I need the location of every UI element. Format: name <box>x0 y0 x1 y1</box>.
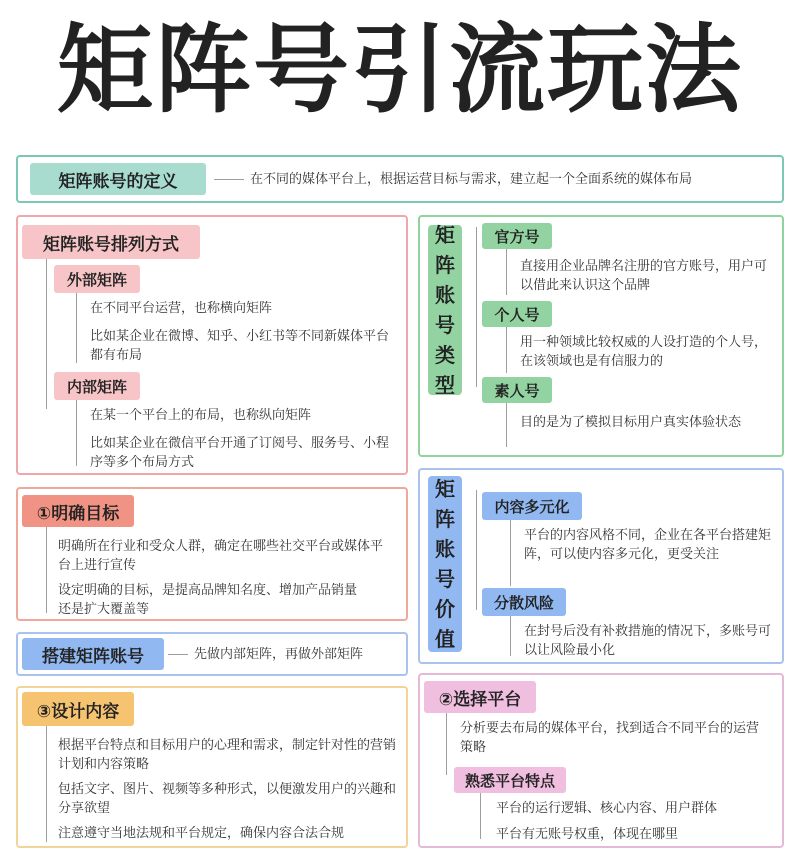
official-account-label: 官方号 <box>482 223 552 249</box>
familiar-branch-line <box>480 793 481 839</box>
design-item-1: 根据平台特点和目标用户的心理和需求，制定针对性的营销计划和内容策略 <box>58 738 397 772</box>
arrangement-branch-line <box>46 259 47 409</box>
internal-item-1: 在某一个平台上的布局，也称纵向矩阵 <box>90 408 312 423</box>
definition-label: 矩阵账号的定义 <box>30 163 206 195</box>
types-char-3: 账 <box>435 283 455 307</box>
internal-item-2: 比如某企业在微信平台开通了订阅号、服务号、小程序等多个布局方式 <box>90 436 390 470</box>
build-connector <box>168 654 188 655</box>
personal-branch-line <box>506 327 507 373</box>
types-char-4: 号 <box>435 313 455 337</box>
arrangement-panel <box>16 215 408 475</box>
design-item-3: 注意遵守当地法规和平台规定，确保内容合法合规 <box>58 826 345 841</box>
types-char-2: 阵 <box>435 253 455 277</box>
content-diversity-text: 平台的内容风格不同，企业在各平台搭建矩阵，可以使内容多元化，更受关注 <box>524 528 772 562</box>
risk-spread-text: 在封号后没有补救措施的情况下，多账号可以让风险最小化 <box>524 624 772 658</box>
internal-branch-line <box>76 400 77 466</box>
design-item-2: 包括文字、图片、视频等多种形式，以便激发用户的兴趣和分享欲望 <box>58 782 397 816</box>
value-char-3: 账 <box>435 537 455 561</box>
value-char-2: 阵 <box>435 507 455 531</box>
types-label <box>428 225 462 395</box>
types-char-6: 型 <box>435 373 455 397</box>
types-char-5: 类 <box>435 343 455 367</box>
build-panel <box>16 632 408 676</box>
familiar-item-2: 平台有无账号权重，体现在哪里 <box>496 827 679 842</box>
value-panel <box>418 468 784 664</box>
goal-branch-line <box>46 527 47 613</box>
design-label: ③设计内容 <box>22 692 134 726</box>
goal-panel <box>16 487 408 621</box>
goal-item-2: 设定明确的目标，是提高品牌知名度、增加产品销量还是扩大覆盖等 <box>58 583 358 617</box>
types-branch-line <box>476 227 477 387</box>
amateur-branch-line <box>506 403 507 447</box>
risk-spread-label: 分散风险 <box>482 588 566 616</box>
external-item-1: 在不同平台运营，也称横向矩阵 <box>90 301 273 316</box>
content-diversity-branch-line <box>510 520 511 586</box>
value-char-1: 矩 <box>435 477 455 501</box>
value-branch-line <box>476 490 477 610</box>
platform-panel <box>418 673 784 848</box>
internal-matrix-label: 内部矩阵 <box>54 372 140 400</box>
types-panel <box>418 215 784 457</box>
familiar-platform-label: 熟悉平台特点 <box>454 767 566 793</box>
goal-item-1: 明确所在行业和受众人群，确定在哪些社交平台或媒体平台上进行宣传 <box>58 539 384 573</box>
personal-account-text: 用一种领域比较权威的人设打造的个人号，在该领域也是有信服力的 <box>520 335 768 369</box>
platform-text: 分析要去布局的媒体平台，找到适合不同平台的运营策略 <box>460 721 760 755</box>
amateur-account-text: 目的是为了模拟目标用户真实体验状态 <box>520 415 742 430</box>
design-panel <box>16 686 408 848</box>
types-char-1: 矩 <box>435 223 455 247</box>
definition-connector <box>214 179 244 180</box>
risk-spread-branch-line <box>510 616 511 656</box>
external-branch-line <box>76 293 77 363</box>
familiar-item-1: 平台的运行逻辑、核心内容、用户群体 <box>496 801 718 816</box>
page-title: 矩阵号引流玩法 <box>57 14 743 126</box>
external-item-2: 比如某企业在微博、知乎、小红书等不同新媒体平台都有布局 <box>90 329 390 363</box>
value-char-5: 价 <box>435 597 455 621</box>
build-label: 搭建矩阵账号 <box>22 638 164 670</box>
arrangement-label: 矩阵账号排列方式 <box>22 225 200 259</box>
value-char-6: 值 <box>435 627 455 651</box>
amateur-account-label: 素人号 <box>482 377 552 403</box>
value-label <box>428 476 462 652</box>
build-text: 先做内部矩阵，再做外部矩阵 <box>194 647 364 662</box>
platform-label: ②选择平台 <box>424 681 536 713</box>
definition-panel <box>16 155 784 203</box>
platform-branch-line <box>446 713 447 775</box>
official-account-text: 直接用企业品牌名注册的官方账号，用户可以借此来认识这个品牌 <box>520 259 768 293</box>
personal-account-label: 个人号 <box>482 301 552 327</box>
external-matrix-label: 外部矩阵 <box>54 265 140 293</box>
content-diversity-label: 内容多元化 <box>482 492 582 520</box>
goal-label: ①明确目标 <box>22 495 134 527</box>
official-branch-line <box>506 249 507 295</box>
design-branch-line <box>46 726 47 842</box>
value-char-4: 号 <box>435 567 455 591</box>
definition-text: 在不同的媒体平台上，根据运营目标与需求，建立起一个全面系统的媒体布局 <box>250 172 693 187</box>
